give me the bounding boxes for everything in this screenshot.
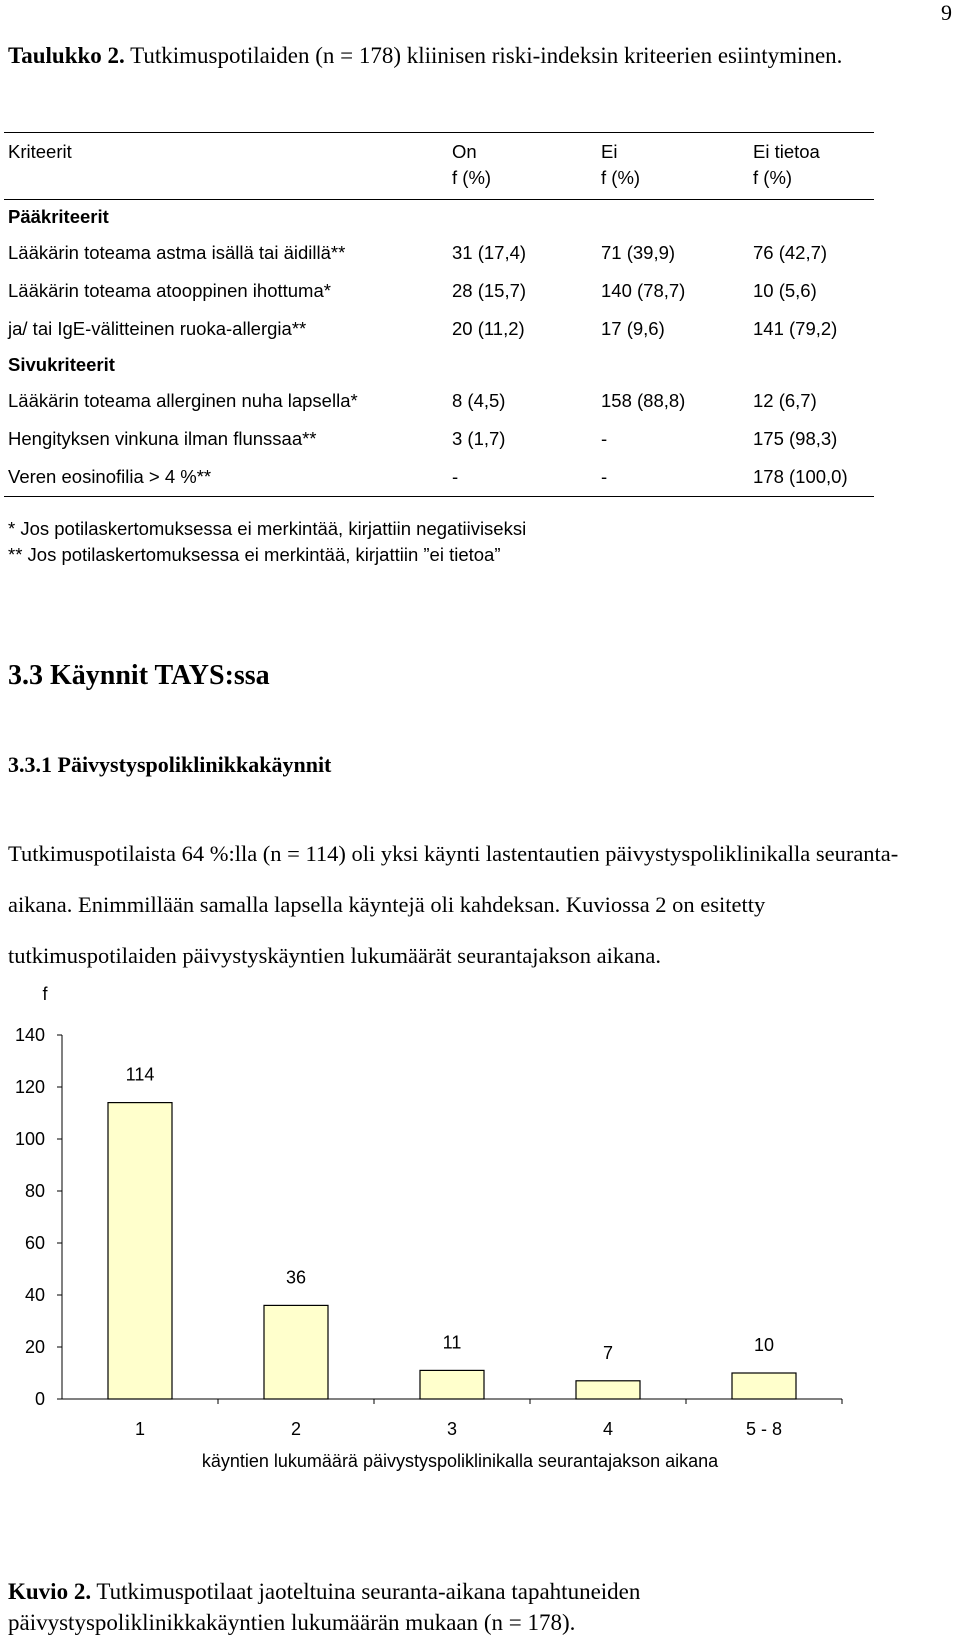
y-tick-label: 140 xyxy=(14,1025,45,1045)
header-on-unit: f (%) xyxy=(452,167,492,188)
ei-cell: - xyxy=(601,428,608,449)
table-caption xyxy=(8,40,908,71)
y-tick-label: 20 xyxy=(24,1337,45,1357)
y-tick-label: 60 xyxy=(24,1233,45,1253)
section-row xyxy=(4,200,874,235)
bar-data-label: 36 xyxy=(285,1267,307,1288)
visits-bar-chart xyxy=(0,984,960,1480)
figure-caption-label: Kuvio 2. xyxy=(8,1579,92,1604)
figure-caption xyxy=(8,1576,908,1638)
x-axis-label: käyntien lukumäärä päivystyspoliklinikalla seurantajakson aikana xyxy=(201,1451,719,1471)
section-minor: Sivukriteerit xyxy=(8,354,115,375)
header-ei xyxy=(597,133,749,200)
figure-caption-text: Tutkimuspotilaat jaoteltuina seuranta-aikana tapahtuneiden päivystyspoliklinikkakäyntien lukumäärän mukaan (n = 178). xyxy=(8,1579,641,1635)
header-ei-label: Ei xyxy=(601,141,618,162)
table-row xyxy=(4,310,874,348)
y-tick-label: 0 xyxy=(34,1389,45,1409)
criterion-cell: Hengityksen vinkuna ilman flunssaa** xyxy=(8,428,317,449)
header-ei-unit: f (%) xyxy=(601,167,641,188)
header-on-label: On xyxy=(452,141,477,162)
header-ei-tietoa xyxy=(749,133,874,200)
criterion-cell: Lääkärin toteama allerginen nuha lapsella* xyxy=(8,390,358,411)
ei-tietoa-cell: 12 (6,7) xyxy=(753,390,817,411)
table-row xyxy=(4,458,874,497)
x-tick-label: 3 xyxy=(446,1419,458,1439)
section-row xyxy=(4,348,874,382)
bar xyxy=(732,1373,796,1399)
ei-tietoa-cell: 10 (5,6) xyxy=(753,280,817,301)
on-cell: - xyxy=(448,458,597,497)
table-caption-text: Tutkimuspotilaiden (n = 178) kliinisen riski-indeksin kriteerien esiintyminen. xyxy=(124,43,843,68)
ei-cell: - xyxy=(597,458,749,497)
table-row xyxy=(4,382,874,420)
table-row xyxy=(4,420,874,458)
y-tick-label: 120 xyxy=(14,1077,45,1097)
y-axis-label: f xyxy=(42,984,48,1004)
on-cell: 8 (4,5) xyxy=(452,390,506,411)
criterion-cell: Veren eosinofilia > 4 %** xyxy=(4,458,448,497)
header-criteria: Kriteerit xyxy=(4,133,448,200)
bar-data-label: 114 xyxy=(125,1064,155,1085)
footnote-single-star: * Jos potilaskertomuksessa ei merkintää, kirjattiin negatiiviseksi xyxy=(8,518,527,539)
criterion-cell: Lääkärin toteama astma isällä tai äidillä** xyxy=(8,242,346,263)
criteria-table xyxy=(4,132,874,497)
section-heading: 3.3 Käynnit TAYS:ssa xyxy=(8,660,270,691)
bar xyxy=(264,1305,328,1399)
bar xyxy=(576,1381,640,1399)
ei-cell: 158 (88,8) xyxy=(601,390,686,411)
header-ei-tietoa-label: Ei tietoa xyxy=(753,141,820,162)
y-tick-label: 40 xyxy=(24,1285,45,1305)
bar-data-label: 10 xyxy=(753,1335,775,1355)
ei-cell: 71 (39,9) xyxy=(601,242,676,263)
bar-data-label: 7 xyxy=(602,1342,614,1363)
on-cell: 28 (15,7) xyxy=(452,280,527,301)
ei-tietoa-cell: 76 (42,7) xyxy=(753,242,828,263)
body-paragraph: Tutkimuspotilaista 64 %:lla (n = 114) oli yksi käynti lastentautien päivystyspoliklinikalla seuranta-aikana. Enimmillään samalla lapsella käyntejä oli kahdeksan. Kuviossa 2 on esitetty tutkimuspotilaiden päivystyskäyntien lukumäärät seurantajakson aikana. xyxy=(8,841,899,968)
y-tick-label: 100 xyxy=(14,1129,45,1149)
ei-tietoa-cell: 178 (100,0) xyxy=(749,458,874,497)
ei-tietoa-cell: 141 (79,2) xyxy=(753,318,838,339)
criterion-cell: ja/ tai IgE-välitteinen ruoka-allergia** xyxy=(8,318,307,339)
table-row xyxy=(4,272,874,310)
bar-data-label: 11 xyxy=(442,1332,462,1353)
x-tick-label: 5 - 8 xyxy=(745,1419,783,1439)
table-header-row xyxy=(4,133,874,200)
page-number: 9 xyxy=(941,0,952,25)
header-on xyxy=(448,133,597,200)
section-major: Pääkriteerit xyxy=(8,206,109,227)
on-cell: 3 (1,7) xyxy=(452,428,506,449)
footnote-double-star: ** Jos potilaskertomuksessa ei merkintää, kirjattiin ”ei tietoa” xyxy=(8,544,501,565)
header-ei-tietoa-unit: f (%) xyxy=(753,167,793,188)
on-cell: 31 (17,4) xyxy=(452,242,527,263)
ei-tietoa-cell: 175 (98,3) xyxy=(753,428,838,449)
x-tick-label: 1 xyxy=(134,1419,146,1439)
x-tick-label: 4 xyxy=(602,1419,614,1439)
table-caption-label: Taulukko 2. xyxy=(8,43,125,68)
y-tick-label: 80 xyxy=(24,1181,45,1201)
table-footnotes xyxy=(8,516,526,568)
bar xyxy=(420,1370,484,1399)
x-tick-label: 2 xyxy=(290,1419,302,1439)
table-row xyxy=(4,234,874,272)
ei-cell: 140 (78,7) xyxy=(601,280,686,301)
on-cell: 20 (11,2) xyxy=(452,318,525,339)
bar xyxy=(108,1103,172,1399)
ei-cell: 17 (9,6) xyxy=(601,318,665,339)
subsection-heading: 3.3.1 Päivystyspoliklinikkakäynnit xyxy=(8,752,332,777)
criterion-cell: Lääkärin toteama atooppinen ihottuma* xyxy=(8,280,331,301)
